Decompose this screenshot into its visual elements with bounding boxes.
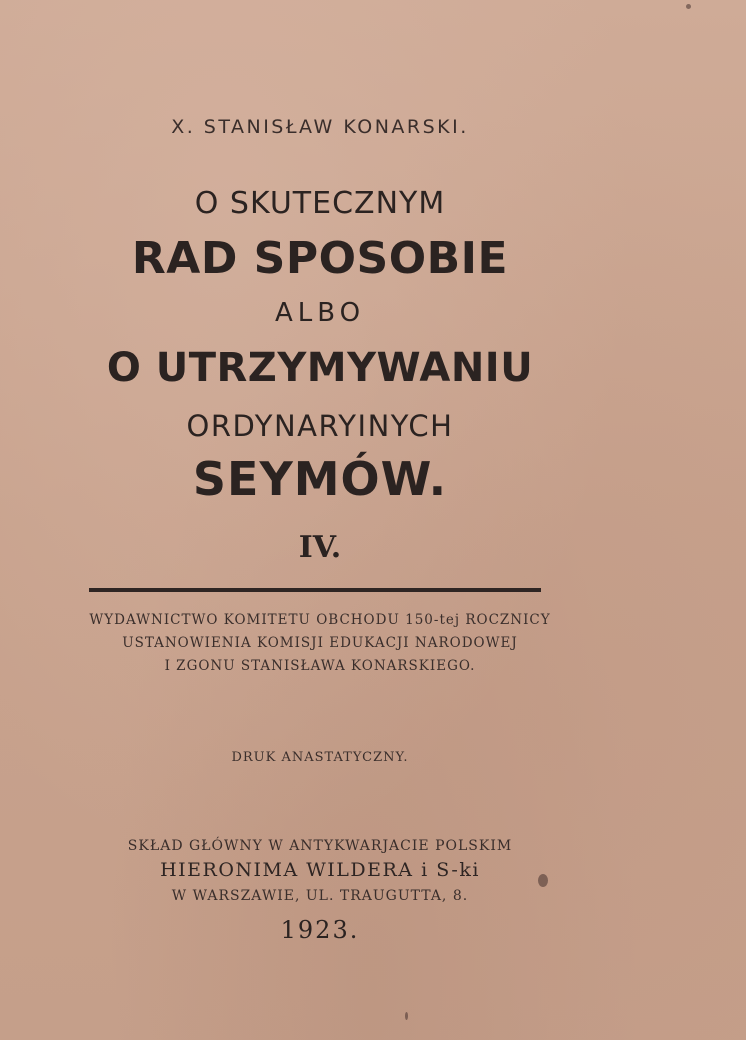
divider-rule <box>89 588 541 592</box>
title-line-4: O UTRZYMYWANIU <box>106 345 534 391</box>
distribution-line: SKŁAD GŁÓWNY W ANTYKWARJACIE POLSKIM <box>127 838 513 854</box>
publisher-note-line-3: I ZGONU STANISŁAWA KONARSKIEGO. <box>164 658 476 674</box>
title-line-1: O SKUTECZNYM <box>194 186 446 221</box>
paper-stain <box>405 1012 408 1020</box>
title-line-6: SEYMÓW. <box>192 452 448 506</box>
title-line-2: RAD SPOSOBIE <box>131 233 509 284</box>
paper-stain <box>686 4 691 9</box>
distribution-firm: HIERONIMA WILDERA i S-ki <box>160 859 480 881</box>
publisher-note-line-1: WYDAWNICTWO KOMITETU OBCHODU 150-tej ROCZNICY <box>89 612 551 628</box>
paper-stain <box>538 874 548 887</box>
print-type: DRUK ANASTATYCZNY. <box>231 750 409 765</box>
title-line-5: ORDYNARYINYCH <box>186 409 454 443</box>
title-line-3: ALBO <box>274 298 366 328</box>
distribution-address: W WARSZAWIE, UL. TRAUGUTTA, 8. <box>171 888 469 904</box>
author-name: X. STANISŁAW KONARSKI. <box>171 116 469 138</box>
publisher-note-line-2: USTANOWIENIA KOMISJI EDUKACJI NARODOWEJ <box>122 635 518 651</box>
publication-year: 1923. <box>280 916 360 944</box>
volume-number: IV. <box>298 530 342 565</box>
